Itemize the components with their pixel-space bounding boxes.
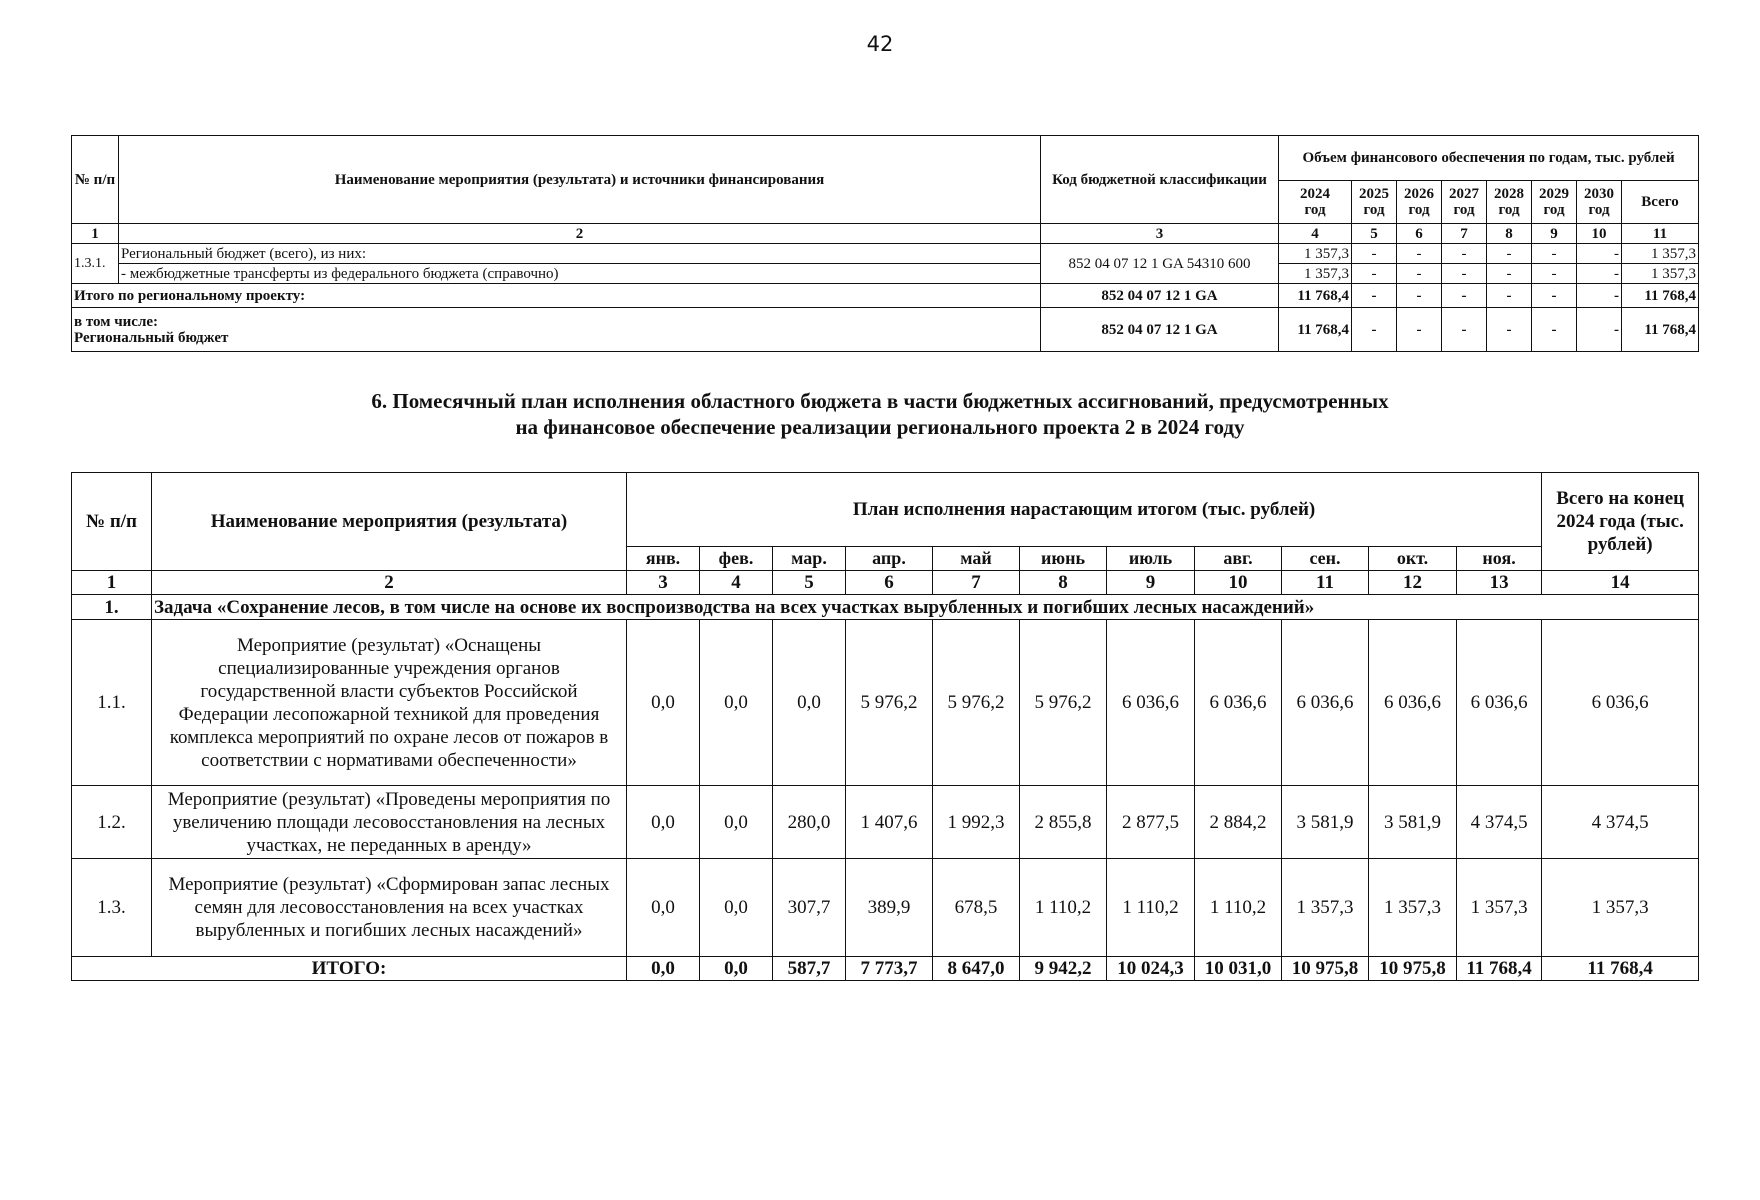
t2-col-number: 14 — [1542, 571, 1699, 595]
t1-row-name: Итого по региональному проекту: — [72, 284, 1041, 308]
t1-cell: 1 357,3 — [1279, 264, 1352, 284]
t2-cell: 11 768,4 — [1457, 957, 1542, 981]
table-row — [72, 284, 1699, 308]
t2-col-number: 5 — [773, 571, 846, 595]
t1-cell: - — [1532, 244, 1577, 264]
t2-col-number: 10 — [1195, 571, 1282, 595]
t2-row-num: 1.2. — [72, 786, 152, 859]
t2-cell: 10 031,0 — [1195, 957, 1282, 981]
t2-col-number: 6 — [846, 571, 933, 595]
t2-cell: 1 110,2 — [1195, 859, 1282, 957]
t2-cell: 0,0 — [700, 957, 773, 981]
table-row — [72, 620, 1699, 786]
t2-task-text: Задача «Сохранение лесов, в том числе на основе их воспроизводства на всех участках вырубленных и погибших лесных насаждений» — [152, 595, 1699, 620]
t1-col-number: 2 — [119, 224, 1041, 244]
t2-col-number: 4 — [700, 571, 773, 595]
t1-row-code: 852 04 07 12 1 GA — [1041, 308, 1279, 352]
t1-cell: - — [1577, 264, 1622, 284]
t1-header-num: № п/п — [72, 136, 119, 224]
t2-cell: 10 975,8 — [1369, 957, 1457, 981]
t2-row-num: 1.1. — [72, 620, 152, 786]
t2-header-month: фев. — [700, 547, 773, 571]
t1-cell: 11 768,4 — [1279, 284, 1352, 308]
t2-cell: 3 581,9 — [1369, 786, 1457, 859]
t2-cell: 0,0 — [627, 859, 700, 957]
financing-table — [71, 135, 1699, 352]
t2-cell: 6 036,6 — [1107, 620, 1195, 786]
section-title-line: 6. Помесячный план исполнения областного бюджета в части бюджетных ассигнований, предусмотренных — [371, 389, 1389, 413]
t2-cell: 3 581,9 — [1282, 786, 1369, 859]
t1-cell: - — [1442, 244, 1487, 264]
t1-cell: - — [1352, 244, 1397, 264]
t1-header-year: 2024 год — [1279, 181, 1352, 224]
t1-header-year: 2025 год — [1352, 181, 1397, 224]
t1-cell: - — [1577, 244, 1622, 264]
monthly-plan-table — [71, 472, 1699, 981]
t2-col-number: 9 — [1107, 571, 1195, 595]
t2-col-number: 3 — [627, 571, 700, 595]
t2-col-number: 12 — [1369, 571, 1457, 595]
t1-col-number: 10 — [1577, 224, 1622, 244]
t1-cell: 1 357,3 — [1279, 244, 1352, 264]
t2-cell: 389,9 — [846, 859, 933, 957]
t1-cell: - — [1352, 284, 1397, 308]
t2-cell: 307,7 — [773, 859, 846, 957]
t1-col-number: 9 — [1532, 224, 1577, 244]
t2-cell: 5 976,2 — [933, 620, 1020, 786]
t2-cell-total: 11 768,4 — [1542, 957, 1699, 981]
t2-task-num: 1. — [72, 595, 152, 620]
t2-header-month: май — [933, 547, 1020, 571]
t1-col-number: 6 — [1397, 224, 1442, 244]
t2-cell: 0,0 — [627, 957, 700, 981]
t1-header-volume: Объем финансового обеспечения по годам, тыс. рублей — [1279, 136, 1699, 181]
t1-cell: - — [1577, 284, 1622, 308]
t1-header-year: 2026 год — [1397, 181, 1442, 224]
t1-col-number: 11 — [1622, 224, 1699, 244]
table-row — [72, 308, 1699, 352]
t2-header-total: Всего на конец 2024 года (тыс. рублей) — [1542, 473, 1699, 571]
page-number: 42 — [866, 32, 894, 56]
t1-cell-total: 1 357,3 — [1622, 264, 1699, 284]
t1-cell: - — [1532, 284, 1577, 308]
t2-cell: 2 855,8 — [1020, 786, 1107, 859]
t2-header-month: мар. — [773, 547, 846, 571]
t1-cell: - — [1397, 244, 1442, 264]
t2-cell: 1 407,6 — [846, 786, 933, 859]
t2-cell: 6 036,6 — [1195, 620, 1282, 786]
t2-cell: 587,7 — [773, 957, 846, 981]
t1-cell: 11 768,4 — [1279, 308, 1352, 352]
t2-cell: 1 357,3 — [1457, 859, 1542, 957]
t2-cell: 1 357,3 — [1282, 859, 1369, 957]
t1-cell: - — [1487, 244, 1532, 264]
t1-cell: - — [1352, 308, 1397, 352]
t1-cell: - — [1532, 308, 1577, 352]
t2-cell: 280,0 — [773, 786, 846, 859]
t2-cell: 5 976,2 — [1020, 620, 1107, 786]
t2-row-num: 1.3. — [72, 859, 152, 957]
t2-header-plan: План исполнения нарастающим итогом (тыс. рублей) — [627, 473, 1542, 547]
t2-cell: 10 975,8 — [1282, 957, 1369, 981]
t2-cell: 0,0 — [773, 620, 846, 786]
t2-total-label: ИТОГО: — [72, 957, 627, 981]
t1-cell: - — [1352, 264, 1397, 284]
t1-header-year: 2027 год — [1442, 181, 1487, 224]
t1-col-number: 7 — [1442, 224, 1487, 244]
t2-header-month: окт. — [1369, 547, 1457, 571]
t2-cell: 1 992,3 — [933, 786, 1020, 859]
t2-cell: 1 110,2 — [1020, 859, 1107, 957]
table-row — [72, 264, 1699, 284]
t1-row-code: 852 04 07 12 1 GA — [1041, 284, 1279, 308]
t1-col-number: 1 — [72, 224, 119, 244]
t2-cell: 0,0 — [700, 620, 773, 786]
section-title — [0, 388, 1760, 440]
table-row-total — [72, 957, 1699, 981]
t2-cell: 6 036,6 — [1369, 620, 1457, 786]
t1-cell: - — [1442, 284, 1487, 308]
t2-cell-total: 1 357,3 — [1542, 859, 1699, 957]
t1-row-name: в том числе: Региональный бюджет — [72, 308, 1041, 352]
t2-row-name: Мероприятие (результат) «Оснащены специализированные учреждения органов государственной власти субъектов Российской Федерации лесопожарной техникой для проведения комплекса мероприятий по охране лесов от пожаров в соответствии с нормативами обеспеченности» — [152, 620, 627, 786]
t1-row-name: Региональный бюджет (всего), из них: — [119, 244, 1041, 264]
t2-cell: 0,0 — [700, 786, 773, 859]
t2-header-month: сен. — [1282, 547, 1369, 571]
t1-col-number: 5 — [1352, 224, 1397, 244]
table-row — [72, 859, 1699, 957]
t2-cell: 7 773,7 — [846, 957, 933, 981]
t1-cell: - — [1397, 308, 1442, 352]
t2-cell: 1 357,3 — [1369, 859, 1457, 957]
t1-cell: - — [1442, 308, 1487, 352]
t2-col-number: 8 — [1020, 571, 1107, 595]
t1-row-name: - межбюджетные трансферты из федерального бюджета (справочно) — [119, 264, 1041, 284]
t1-header-total: Всего — [1622, 181, 1699, 224]
t2-header-month: ноя. — [1457, 547, 1542, 571]
t1-cell: - — [1487, 284, 1532, 308]
t2-cell: 0,0 — [700, 859, 773, 957]
t1-col-number: 3 — [1041, 224, 1279, 244]
table-row — [72, 244, 1699, 264]
t2-header-month: апр. — [846, 547, 933, 571]
t2-cell: 6 036,6 — [1457, 620, 1542, 786]
section-title-line: на финансовое обеспечение реализации регионального проекта 2 в 2024 году — [515, 415, 1245, 439]
t1-cell: - — [1577, 308, 1622, 352]
t2-col-number: 1 — [72, 571, 152, 595]
t2-cell: 5 976,2 — [846, 620, 933, 786]
t2-cell: 10 024,3 — [1107, 957, 1195, 981]
t1-cell: - — [1397, 264, 1442, 284]
t1-cell-total: 11 768,4 — [1622, 284, 1699, 308]
t2-cell: 9 942,2 — [1020, 957, 1107, 981]
t2-col-number: 2 — [152, 571, 627, 595]
t2-cell: 0,0 — [627, 620, 700, 786]
t2-cell: 6 036,6 — [1282, 620, 1369, 786]
t2-cell-total: 6 036,6 — [1542, 620, 1699, 786]
t2-col-number: 11 — [1282, 571, 1369, 595]
t2-cell: 0,0 — [627, 786, 700, 859]
t2-cell-total: 4 374,5 — [1542, 786, 1699, 859]
t2-cell: 4 374,5 — [1457, 786, 1542, 859]
t2-cell: 678,5 — [933, 859, 1020, 957]
t2-header-month: янв. — [627, 547, 700, 571]
t2-col-number: 13 — [1457, 571, 1542, 595]
t1-cell: - — [1532, 264, 1577, 284]
t2-cell: 2 877,5 — [1107, 786, 1195, 859]
t2-row-name: Мероприятие (результат) «Сформирован запас лесных семян для лесовосстановления на всех участках вырубленных и погибших лесных насаждений» — [152, 859, 627, 957]
t1-header-code: Код бюджетной классификации — [1041, 136, 1279, 224]
t2-header-month: июнь — [1020, 547, 1107, 571]
t1-col-number: 4 — [1279, 224, 1352, 244]
t2-row-name: Мероприятие (результат) «Проведены мероприятия по увеличению площади лесовосстановления на лесных участках, не переданных в аренду» — [152, 786, 627, 859]
t2-header-num: № п/п — [72, 473, 152, 571]
t1-header-year: 2030 год — [1577, 181, 1622, 224]
t1-cell-total: 1 357,3 — [1622, 244, 1699, 264]
t1-row-code: 852 04 07 12 1 GA 54310 600 — [1041, 244, 1279, 284]
t1-cell: - — [1487, 264, 1532, 284]
t1-cell: - — [1397, 284, 1442, 308]
t1-header-year: 2029 год — [1532, 181, 1577, 224]
t1-cell: - — [1442, 264, 1487, 284]
t1-header-name: Наименование мероприятия (результата) и источники финансирования — [119, 136, 1041, 224]
t2-cell: 8 647,0 — [933, 957, 1020, 981]
t2-header-month: авг. — [1195, 547, 1282, 571]
t1-col-number: 8 — [1487, 224, 1532, 244]
t1-header-year: 2028 год — [1487, 181, 1532, 224]
t1-cell: - — [1487, 308, 1532, 352]
t1-cell-total: 11 768,4 — [1622, 308, 1699, 352]
t1-row-num: 1.3.1. — [72, 244, 119, 284]
t2-header-name: Наименование мероприятия (результата) — [152, 473, 627, 571]
table-row — [72, 786, 1699, 859]
t2-header-month: июль — [1107, 547, 1195, 571]
table-row — [72, 595, 1699, 620]
t2-col-number: 7 — [933, 571, 1020, 595]
t2-cell: 2 884,2 — [1195, 786, 1282, 859]
t2-cell: 1 110,2 — [1107, 859, 1195, 957]
